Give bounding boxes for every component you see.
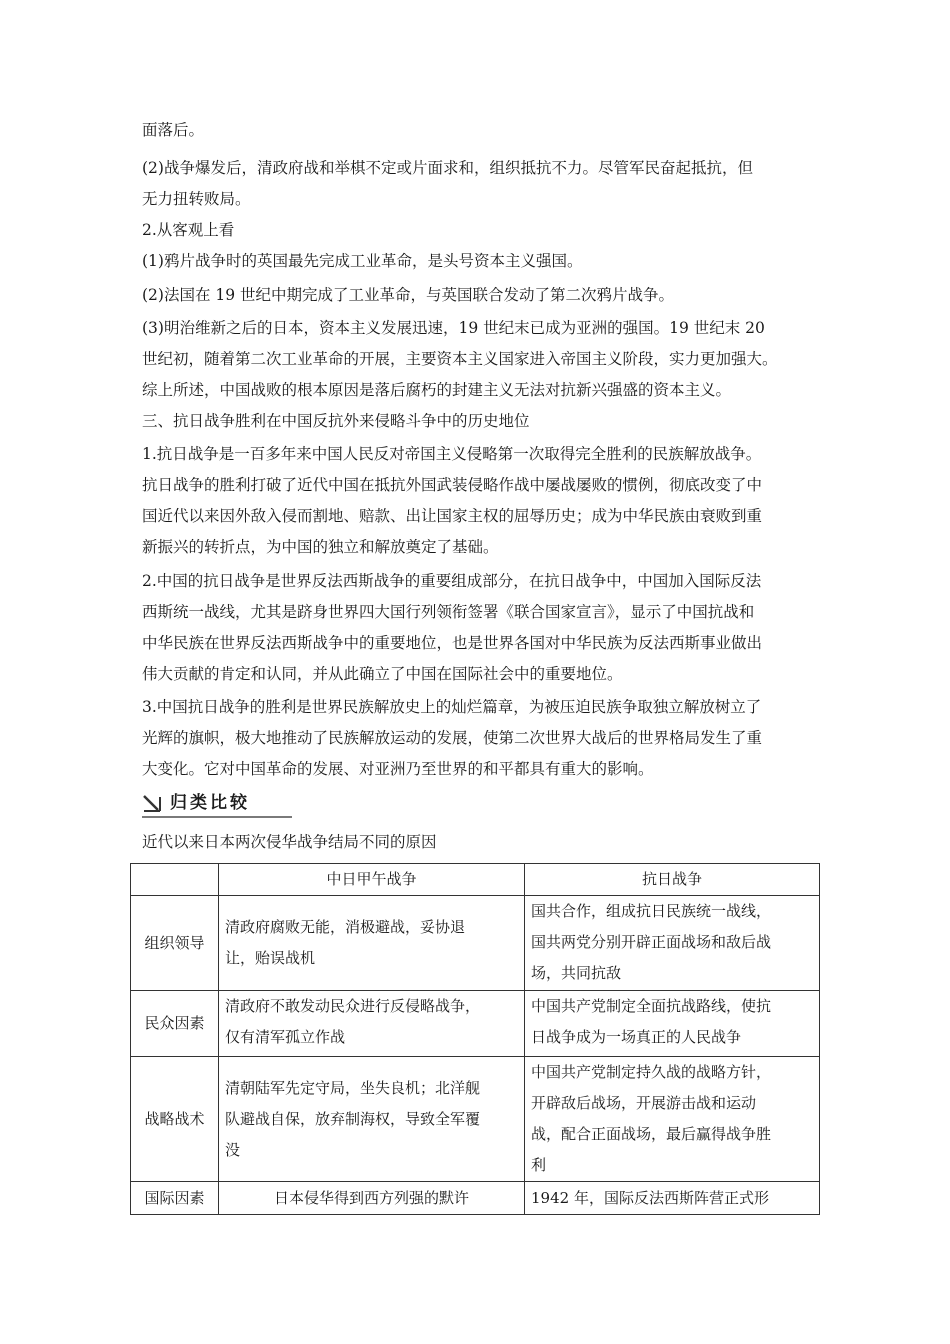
paragraph-objective-2 <box>142 280 812 311</box>
cell-line: 日战争成为一场真正的人民战争 <box>531 1028 742 1046</box>
text-line: 无力扭转败局。 <box>142 190 251 208</box>
header-cell-jiawu: 中日甲午战争 <box>219 864 525 896</box>
paragraph-objective-1 <box>142 246 812 277</box>
cell-line: 利 <box>531 1156 547 1174</box>
text-line: 3.中国抗日战争的胜利是世界民族解放史上的灿烂篇章，为被压迫民族争取独立解放树立了 <box>142 698 762 716</box>
section-underline <box>142 816 292 818</box>
cell-line: 清政府腐败无能，消极避战，妥协退 <box>225 918 466 936</box>
comparison-table <box>130 863 820 1215</box>
cell-line: 让，贻误战机 <box>225 949 316 967</box>
cell-line: 中国共产党制定持久战的战略方针， <box>531 1063 772 1081</box>
paragraph-objective-3 <box>142 313 812 375</box>
table-row <box>131 991 820 1057</box>
cell-line: 场，共同抗敌 <box>531 964 622 982</box>
text-line: 2.中国的抗日战争是世界反法西斯战争的重要组成部分，在抗日战争中，中国加入国际反法 <box>142 572 762 590</box>
cell-line: 清政府不敢发动民众进行反侵略战争， <box>225 997 481 1015</box>
section-heading-three <box>142 406 812 437</box>
row-label: 战略战术 <box>131 1057 219 1182</box>
cell-jiawu <box>219 896 525 991</box>
paragraph-continuation <box>142 115 812 146</box>
text-line: (1)鸦片战争时的英国最先完成工业革命，是头号资本主义强国。 <box>142 252 583 270</box>
row-label: 组织领导 <box>131 896 219 991</box>
cell-line: 日本侵华得到西方列强的默许 <box>273 1188 469 1207</box>
cell-line: 队避战自保，放弃制海权，导致全军覆 <box>225 1109 481 1128</box>
cell-line: 开辟敌后战场，开展游击战和运动 <box>531 1094 757 1112</box>
row-label: 国际因素 <box>131 1182 219 1215</box>
table-caption: 近代以来日本两次侵华战争结局不同的原因 <box>142 833 437 851</box>
cell-line: 国共合作，组成抗日民族统一战线， <box>531 902 772 920</box>
text-line: 伟大贡献的肯定和认同，并从此确立了中国在国际社会中的重要地位。 <box>142 665 623 683</box>
cell-kangri <box>525 991 820 1057</box>
paragraph-subjective-2 <box>142 153 812 215</box>
cell-kangri <box>525 1057 820 1182</box>
cell-line: 战，配合正面战场，最后赢得战争胜 <box>531 1125 772 1143</box>
header-cell-kangri: 抗日战争 <box>525 864 820 896</box>
paragraph-summary <box>142 375 812 406</box>
section-title: 归类比较 <box>170 793 250 813</box>
text-line: 三、抗日战争胜利在中国反抗外来侵略斗争中的历史地位 <box>142 412 530 430</box>
text-line: 中华民族在世界反法西斯战争中的重要地位，也是世界各国对中华民族为反法西斯事业做出 <box>142 634 763 652</box>
heading-objective <box>142 215 812 246</box>
cell-line: 没 <box>225 1140 241 1159</box>
cell-line: 中国共产党制定全面抗战路线，使抗 <box>531 997 772 1015</box>
cell-kangri <box>525 896 820 991</box>
cell-jiawu <box>219 991 525 1057</box>
table-row <box>131 1057 820 1182</box>
row-label: 民众因素 <box>131 991 219 1057</box>
text-line: 西斯统一战线，尤其是跻身世界四大国行列领衔签署《联合国家宣言》，显示了中国抗战和 <box>142 603 755 621</box>
cell-jiawu <box>219 1057 525 1182</box>
text-line: 面落后。 <box>142 121 205 139</box>
paragraph-point-1 <box>142 439 812 563</box>
paragraph-point-2 <box>142 566 812 690</box>
paragraph-point-3 <box>142 692 812 785</box>
text-line: (2)战争爆发后，清政府战和举棋不定或片面求和，组织抵抗不力。尽管军民奋起抵抗，但 <box>142 159 753 177</box>
text-line: 抗日战争的胜利打破了近代中国在抵抗外国武装侵略作战中屡战屡败的惯例，彻底改变了中 <box>142 476 763 494</box>
table-row <box>131 1182 820 1215</box>
text-line: 国近代以来因外敌入侵而割地、赔款、出让国家主权的屈辱历史；成为中华民族由衰败到重 <box>142 507 763 525</box>
header-cell-blank <box>131 864 219 896</box>
cell-line: 清朝陆军先定守局，坐失良机；北洋舰 <box>225 1078 481 1097</box>
text-line: 1.抗日战争是一百多年来中国人民反对帝国主义侵略第一次取得完全胜利的民族解放战争。 <box>142 445 762 463</box>
text-line: 2.从客观上看 <box>142 221 235 239</box>
table-header-row <box>131 864 820 896</box>
text-line: 综上所述，中国战败的根本原因是落后腐朽的封建主义无法对抗新兴强盛的资本主义。 <box>142 381 732 399</box>
text-line: 世纪初，随着第二次工业革命的开展，主要资本主义国家进入帝国主义阶段，实力更加强大。 <box>142 350 778 368</box>
text-line: 大变化。它对中国革命的发展、对亚洲乃至世界的和平都具有重大的影响。 <box>142 760 654 778</box>
cell-line: 仅有清军孤立作战 <box>225 1028 346 1046</box>
table-row <box>131 896 820 991</box>
text-line: (2)法国在 19 世纪中期完成了工业革命，与英国联合发动了第二次鸦片战争。 <box>142 286 675 304</box>
text-line: 光辉的旗帜，极大地推动了民族解放运动的发展，使第二次世界大战后的世界格局发生了重 <box>142 729 763 747</box>
cell-jiawu <box>219 1182 525 1215</box>
cell-kangri <box>525 1182 820 1215</box>
text-line: (3)明治维新之后的日本，资本主义发展迅速，19 世纪末已成为亚洲的强国。19 世纪末 20 <box>142 319 765 337</box>
section-marker-icon <box>142 793 162 813</box>
cell-line: 国共两党分别开辟正面战场和敌后战 <box>531 933 772 951</box>
text-line: 新振兴的转折点，为中国的独立和解放奠定了基础。 <box>142 538 499 556</box>
section-header <box>142 790 292 818</box>
cell-line: 1942 年，国际反法西斯阵营正式形 <box>531 1188 769 1207</box>
